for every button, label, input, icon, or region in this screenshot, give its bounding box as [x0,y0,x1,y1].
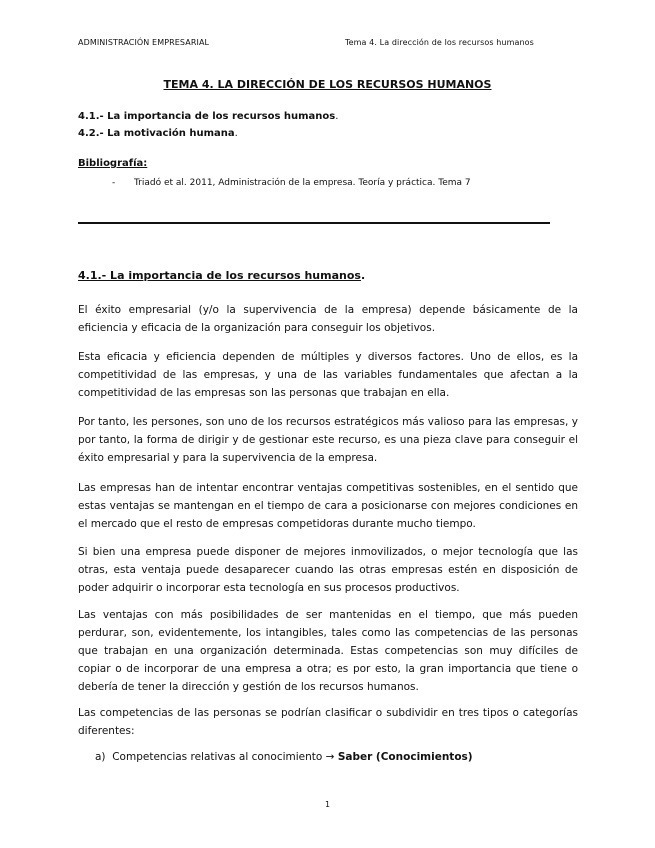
horizontal-divider [78,222,550,224]
paragraph: Las ventajas con más posibilidades de ser mantenidas en el tiempo, que más pueden perdurar, son, evidentemente, los intangibles, tales como las competencias de las personas que trabajan en una organización determinada. Estas competencias son muy difíciles de copiar o de incorporar de una empresa a otra; es por esto, la gran importancia que tiene o debería de tener la dirección y gestión de los recursos humanos. [78,609,578,693]
bibliography-item [112,178,471,188]
bullet-dash: - [112,178,116,188]
document-title: TEMA 4. LA DIRECCIÓN DE LOS RECURSOS HUMANOS [163,78,492,91]
bibliography-text: Triadó et al. 2011, Administración de la empresa. Teoría y práctica. Tema 7 [134,178,471,188]
paragraph: Si bien una empresa puede disponer de mejores inmovilizados, o mejor tecnología que las otras, esta ventaja puede desaparecer cuando las otras empresas estén en disposición de poder adquirir o incorporar esta tecnología en sus procesos productivos. [78,546,578,594]
section-heading: 4.1.- La importancia de los recursos humanos. [78,269,366,282]
paragraph: Por tanto, les persones, son uno de los recursos estratégicos más valioso para las empresas, y por tanto, la forma de dirigir y de gestionar este recurso, es una pieza clave para conseguir el éxito empresarial y para la supervivencia de la empresa. [78,416,578,464]
list-marker: a) [95,751,106,763]
paragraph: Las competencias de las personas se podrían clasificar o subdividir en tres tipos o categorías diferentes: [78,707,578,737]
paragraph: Las empresas han de intentar encontrar ventajas competitivas sostenibles, en el sentido que estas ventajas se mantengan en el tiempo de cara a posicionarse con mejores condiciones en el mercado que el resto de empresas competidoras durante mucho tiempo. [78,482,578,530]
page-number: 1 [324,800,331,809]
toc-item-2-label: 4.2.- La motivación humana [78,128,235,139]
paragraph: Esta eficacia y eficiencia dependen de múltiples y diversos factores. Uno de ellos, es la competitividad de las empresas, y una de las variables fundamentales que afectan a la competitividad de las empresas son las personas que trabajan en ella. [78,351,578,399]
paragraph: El éxito empresarial (y/o la supervivencia de la empresa) depende básicamente de la eficiencia y eficacia de la organización para conseguir los objetivos. [78,304,578,334]
list-item: a) Competencias relativas al conocimiento → Saber (Conocimientos) [95,751,473,763]
toc-item-1-label: 4.1.- La importancia de los recursos humanos [78,111,336,122]
running-header-right: Tema 4. La dirección de los recursos humanos [345,38,534,47]
toc-item-1: 4.1.- La importancia de los recursos humanos. [78,111,339,122]
bibliography-label: Bibliografía: [78,158,148,169]
list-emphasis: Saber (Conocimientos) [337,751,473,763]
toc-item-2: 4.2.- La motivación humana. [78,128,238,139]
running-header-left: ADMINISTRACIÓN EMPRESARIAL [78,38,210,47]
